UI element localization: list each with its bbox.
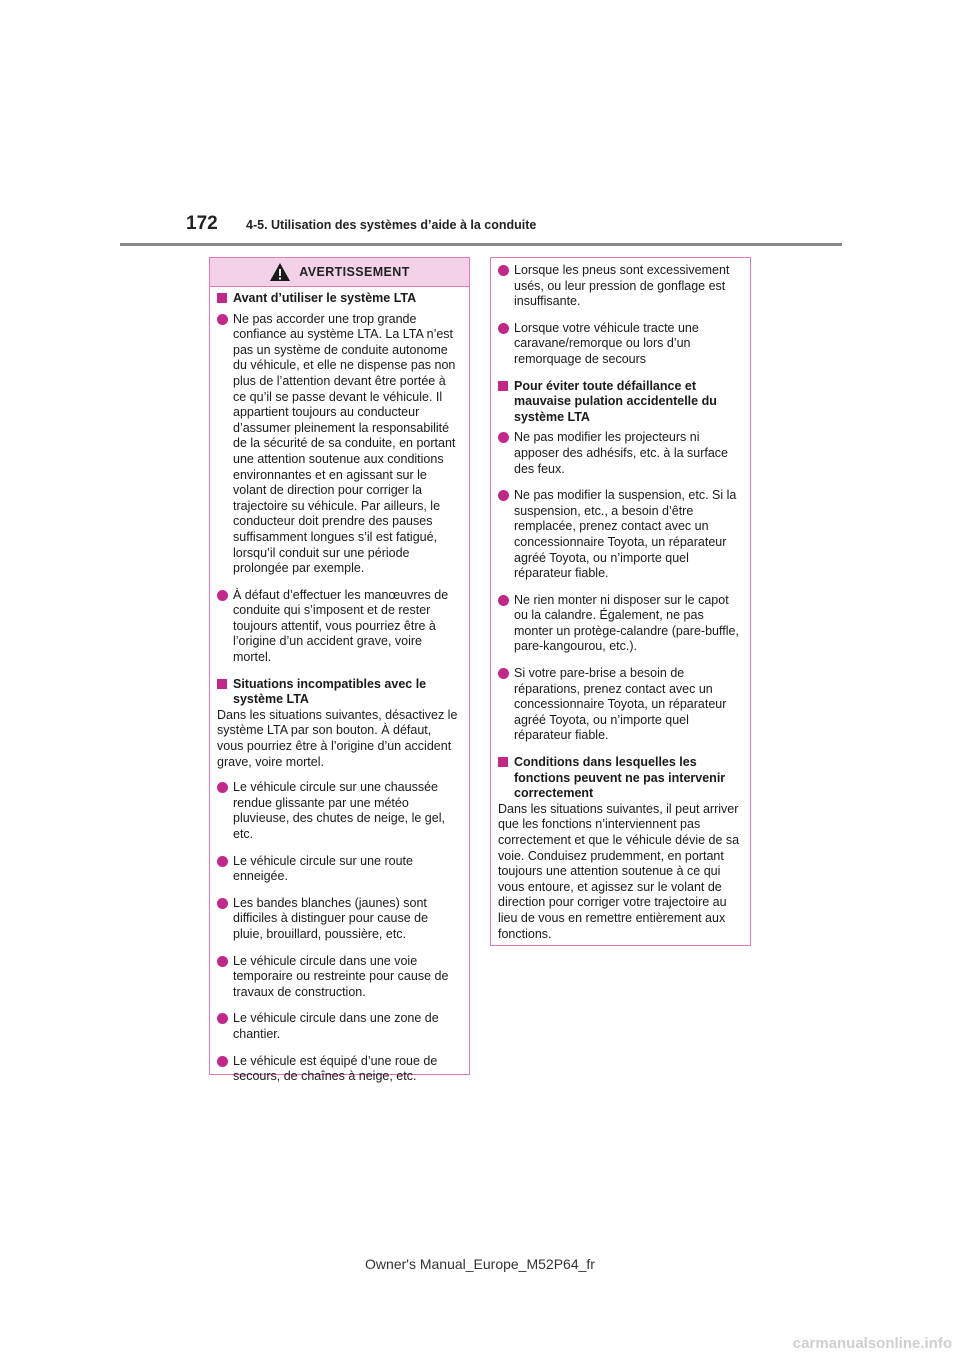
item-text: Ne rien monter ni disposer sur le capot ou la calandre. Également, ne pas monter un protège-calandre (pare-buffle, pare-kangourou, etc.).: [514, 592, 739, 654]
warning-header: [210, 258, 469, 287]
warning-box-right: [490, 257, 751, 946]
list-item: [217, 780, 460, 842]
item-text: Ne pas modifier la suspension, etc. Si la suspension, etc., a besoin d’être remplacée, prenez contact avec un concessionnaire Toyota, un réparateur agréé Toyota, ou n’importe quel réparateur fiable.: [514, 488, 737, 581]
list-item: [217, 588, 460, 666]
item-text: Le véhicule circule sur une chaussée rendue glissante par une météo pluvieuse, des chutes de neige, le gel, etc.: [233, 780, 445, 841]
section-heading: [217, 677, 460, 708]
warning-box-left: [209, 257, 470, 1084]
list-item: [217, 1054, 460, 1085]
left-content: [210, 287, 469, 1085]
section-heading: [217, 291, 460, 307]
section-heading: [498, 379, 741, 426]
section-title: 4-5. Utilisation des systèmes d’aide à la conduite: [246, 218, 537, 232]
round-bullet: [217, 956, 228, 967]
round-bullet: [498, 265, 509, 276]
item-text: Lorsque votre véhicule tracte une caravane/remorque ou lors d’un remorquage de secours: [514, 320, 699, 366]
round-bullet: [217, 782, 228, 793]
item-text: Ne pas modifier les projecteurs ni apposer des adhésifs, etc. à la surface des feux.: [514, 430, 729, 476]
footer-text: Owner's Manual_Europe_M52P64_fr: [365, 1256, 595, 1272]
item-text: Le véhicule circule dans une zone de chantier.: [233, 1011, 439, 1041]
list-item: [498, 430, 741, 477]
heading-text: Pour éviter toute défaillance et mauvaise pulation accidentelle du système LTA: [514, 378, 717, 424]
item-text: Le véhicule est équipé d’une roue de secours, de chaînes à neige, etc.: [233, 1053, 438, 1084]
item-text: À défaut d’effectuer les manœuvres de conduite qui s’imposent et de rester toujours attentif, vous pourriez être à l’origine d’un accident grave, voire mortel.: [233, 587, 449, 665]
square-bullet: [498, 757, 508, 767]
header-divider: [120, 243, 842, 246]
square-bullet: [217, 679, 227, 689]
list-item: [217, 312, 460, 577]
item-text: Lorsque les pneus sont excessivement usés, ou leur pression de gonflage est insuffisante.: [514, 263, 730, 309]
round-bullet: [217, 856, 228, 867]
list-item: [217, 954, 460, 1001]
list-item: [498, 321, 741, 368]
item-text: Les bandes blanches (jaunes) sont difficiles à distinguer pour cause de pluie, brouillard, poussière, etc.: [233, 895, 429, 941]
round-bullet: [217, 1056, 228, 1067]
list-item: [217, 1011, 460, 1042]
heading-text: Conditions dans lesquelles les fonctions peuvent ne pas intervenir correctement: [514, 755, 726, 801]
list-item: [498, 593, 741, 655]
item-text: Le véhicule circule sur une route enneigée.: [233, 853, 413, 884]
round-bullet: [498, 432, 509, 443]
round-bullet: [498, 323, 509, 334]
round-bullet: [217, 1013, 228, 1024]
round-bullet: [498, 595, 509, 606]
right-content: [491, 258, 750, 942]
item-text: Le véhicule circule dans une voie temporaire ou restreinte pour cause de travaux de construction.: [233, 953, 449, 999]
round-bullet: [217, 314, 228, 325]
paragraph: Dans les situations suivantes, désactivez le système LTA par son bouton. À défaut, vous pourriez être à l’origine d’un accident grave, voire mortel.: [217, 707, 458, 769]
square-bullet: [498, 381, 508, 391]
list-item: [498, 666, 741, 744]
round-bullet: [217, 590, 228, 601]
list-item: [217, 854, 460, 885]
list-item: [498, 488, 741, 582]
square-bullet: [217, 293, 227, 303]
warning-label: AVERTISSEMENT: [299, 265, 410, 279]
heading-text: Situations incompatibles avec le système LTA: [233, 676, 427, 707]
list-item: [498, 263, 741, 310]
paragraph: Dans les situations suivantes, il peut arriver que les fonctions n’interviennent pas correctement et que le véhicule dévie de sa voie. Conduisez prudemment, en portant toujours une attention soutenue à ce qui vous entoure, et agissez sur le volant de direction pour corriger votre trajectoire au lieu de vous en remettre entièrement aux fonctions.: [498, 801, 740, 941]
section-heading: [498, 755, 741, 802]
round-bullet: [498, 490, 509, 501]
page-number: 172: [186, 213, 218, 234]
round-bullet: [217, 898, 228, 909]
item-text: Ne pas accorder une trop grande confiance au système LTA. La LTA n’est pas un système de conduite autonome du véhicule, et elle ne dispense pas non plus de l’attention devant être portée à ce qu’il se passe devant le véhicule. Il appartient toujours au conducteur d’assumer pleinement la responsabilité de la sécurité de sa conduite, en portant une attention soutenue aux conditions environnantes et en agissant sur le volant de direction pour corriger la trajectoire su véhicule. Par ailleurs, le conducteur doit prendre des pauses suffisamment longues s’il est fatigué, lorsqu’il conduit sur une période prolongée par exemple.: [233, 311, 456, 576]
heading-text: Avant d’utiliser le système LTA: [233, 291, 417, 305]
round-bullet: [498, 668, 509, 679]
warning-triangle-icon: [269, 262, 291, 282]
item-text: Si votre pare-brise a besoin de réparations, prenez contact avec un concessionnaire Toyota, un réparateur agréé Toyota, ou n’importe quel réparateur fiable.: [514, 666, 727, 743]
watermark: carmanualsonline.info: [792, 1335, 952, 1352]
list-item: [217, 896, 460, 943]
